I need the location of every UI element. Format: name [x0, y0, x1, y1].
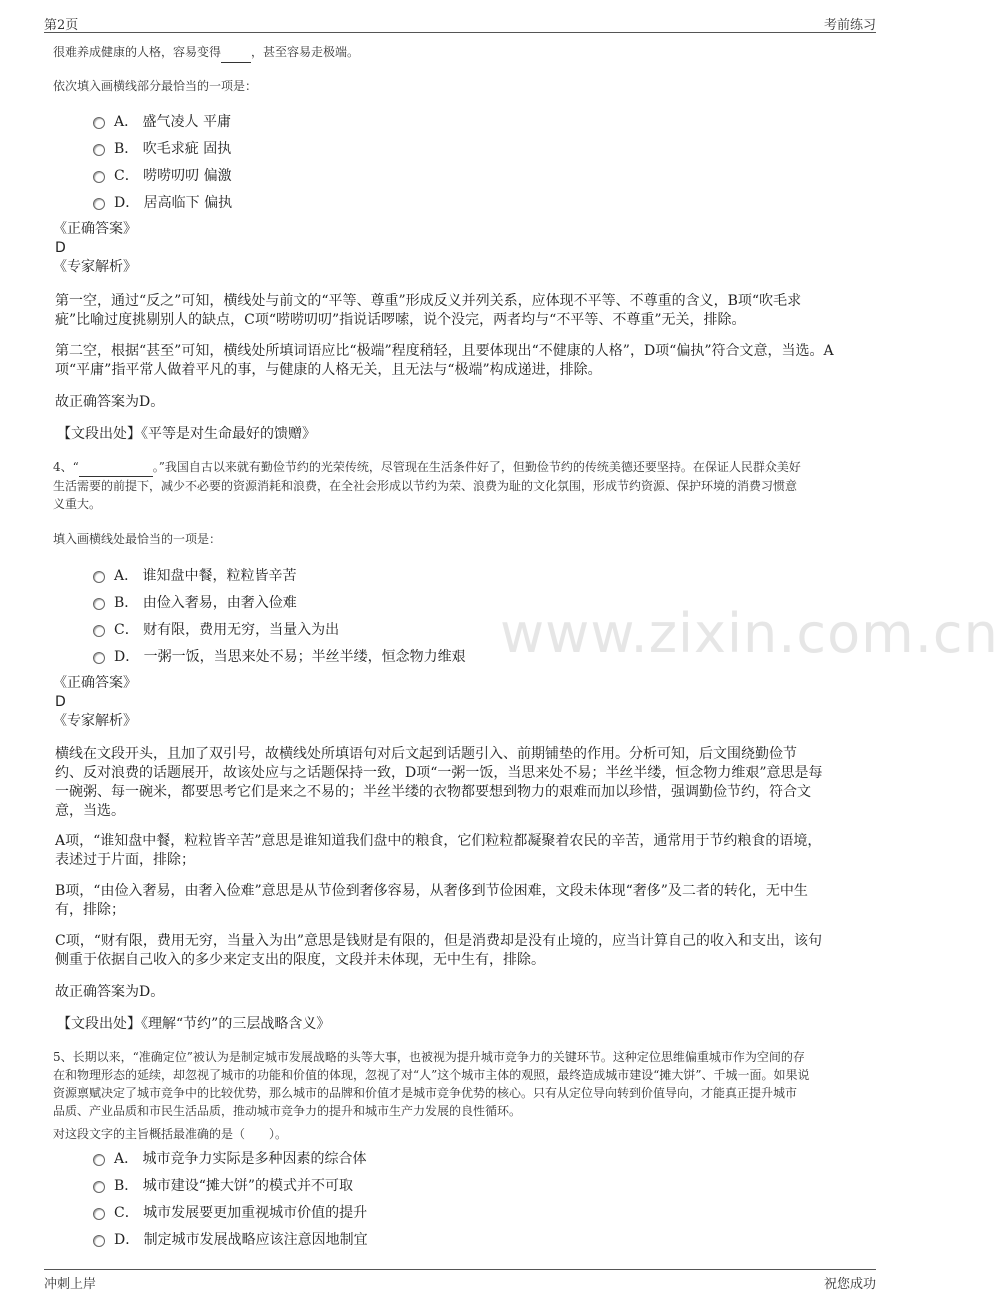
radio-icon[interactable]: [93, 1154, 105, 1166]
q3-conclusion: 故正确答案为D。: [55, 394, 165, 410]
q3-option-a[interactable]: [93, 111, 231, 131]
text-line: 疵”比喻过度挑剔别人的缺点，C项“唠唠叨叨”指说话啰嗦，说个没完，两者均与“不平等、不尊重”无关，排除。: [55, 312, 746, 328]
q4-option-a[interactable]: [93, 565, 297, 585]
page-footer: [44, 1269, 876, 1293]
text-line: 表述过于片面，排除；: [55, 852, 195, 868]
text-line: A项，“谁知盘中餐，粒粒皆辛苦”意思是谁知道我们盘中的粮食，它们粒粒都凝聚着农民的辛苦，通常用于节约粮食的语境，: [55, 833, 822, 849]
text-line: 义重大。: [53, 497, 102, 511]
radio-icon[interactable]: [93, 1208, 105, 1220]
radio-icon[interactable]: [93, 144, 105, 156]
q3-option-d[interactable]: [93, 192, 232, 212]
q5-option-c-label: C． 城市发展要更加重视城市价值的提升: [114, 1205, 368, 1221]
q4-option-b-label: B． 由俭入奢易，由奢入俭难: [114, 595, 297, 611]
text-line: 有，排除；: [55, 902, 125, 918]
text-line: 一碗粥、每一碗米，都要思考它们是来之不易的；半丝半缕的衣物都要想到物力的艰难而加以珍惜，强调勤俭节约，符合文: [55, 784, 811, 800]
q4-option-c-label: C． 财有限，费用无穷，当量入为出: [114, 622, 340, 638]
text-line: 约、反对浪费的话题展开，故该处应与之话题保持一致，D项“一粥一饭，当思来处不易；半丝半缕，恒念物力维艰”意思是每: [55, 765, 823, 781]
q3-option-b-label: B． 吹毛求疵 固执: [114, 141, 232, 157]
text-line: B项，“由俭入奢易，由奢入俭难”意思是从节俭到奢侈容易，从奢侈到节俭困难，文段未体现“奢侈”及二者的转化，无中生: [55, 883, 808, 899]
q4-option-a-label: A． 谁知盘中餐，粒粒皆辛苦: [114, 568, 297, 584]
q4-analysis-paragraph-2: [55, 832, 821, 870]
q3-answer-label: 《正确答案》: [53, 221, 137, 237]
radio-icon[interactable]: [93, 117, 105, 129]
page-header: [44, 14, 876, 33]
q4-analysis-paragraph-1: [55, 745, 823, 821]
q4-option-d[interactable]: [93, 646, 466, 666]
header-title: 考前练习: [823, 18, 876, 33]
text-line: 品质、产业品质和市民生活品质，推动城市竞争力的提升和城市生产力发展的良性循环。: [53, 1104, 522, 1118]
q3-blank: [221, 42, 251, 63]
text-line: C项，“财有限，费用无穷，当量入为出”意思是钱财是有限的，但是消费却是没有止境的，应当计算自己的收入和支出，该句: [55, 933, 823, 949]
q5-option-d[interactable]: [93, 1229, 368, 1249]
q4-prompt: 填入画横线处最恰当的一项是：: [53, 532, 222, 546]
q3-analysis-label: 《专家解析》: [53, 259, 137, 275]
q5-option-b-label: B． 城市建设“摊大饼”的模式并不可取: [114, 1178, 354, 1194]
radio-icon[interactable]: [93, 1235, 105, 1247]
text-line: 项“平庸”指平常人做着平凡的事，与健康的人格无关，且无法与“极端”构成递进，排除。: [55, 362, 602, 378]
q5-prompt: 对这段文字的主旨概括最准确的是（ ）。: [53, 1127, 288, 1141]
q4-option-d-label: D． 一粥一饭，当思来处不易；半丝半缕，恒念物力维艰: [114, 649, 466, 665]
q4-analysis-paragraph-3: [55, 882, 808, 920]
text-line: 生活需要的前提下，减少不必要的资源消耗和浪费，在全社会形成以节约为荣、浪费为耻的文化氛围，形成节约资源、保护环境的消费习惯意: [53, 479, 798, 493]
footer-left-text: 冲刺上岸: [44, 1277, 97, 1292]
radio-icon[interactable]: [93, 171, 105, 183]
q3-option-b[interactable]: [93, 138, 231, 158]
radio-icon[interactable]: [93, 598, 105, 610]
q3-option-c-label: C． 唠唠叨叨 偏激: [114, 168, 232, 184]
q4-stem: [53, 458, 801, 513]
q4-conclusion: 故正确答案为D。: [55, 984, 165, 1000]
footer-right-text: 祝您成功: [823, 1277, 876, 1292]
text-line: 侧重于依据自己收入的多少来定支出的限度，文段并未体现，无中生有，排除。: [55, 952, 545, 968]
q5-option-c[interactable]: [93, 1202, 367, 1222]
q5-stem: [53, 1048, 810, 1120]
text-line: 资源禀赋决定了城市竞争中的比较优势，那么城市的品牌和价值才是城市竞争优势的核心。只有从定位导向转到价值导向，才能真正提升城市: [53, 1086, 798, 1100]
text-line: 第二空，根据“甚至”可知，横线处所填词语应比“极端”程度稍轻，且要体现出“不健康的人格”，D项“偏执”符合文意，当选。A: [55, 343, 834, 359]
q5-option-d-label: D． 制定城市发展战略应该注意因地制宜: [114, 1232, 368, 1248]
q4-answer: D: [55, 694, 66, 710]
q5-option-b[interactable]: [93, 1175, 353, 1195]
q3-prompt: 依次填入画横线部分最恰当的一项是：: [53, 79, 258, 93]
text-line: 5、长期以来，“准确定位”被认为是制定城市发展战略的头等大事，也被视为提升城市竞争力的关键环节。这种定位思维偏重城市作为空间的存: [53, 1050, 805, 1064]
radio-icon[interactable]: [93, 571, 105, 583]
q4-analysis-paragraph-4: [55, 932, 822, 970]
q3-analysis-paragraph-1: [55, 292, 801, 330]
text-line: 在和物理形态的延续，却忽视了城市的功能和价值的体现，忽视了对“人”这个城市主体的观照，最终造成城市建设“摊大饼”、千城一面。如果说: [53, 1068, 810, 1082]
text-line: 第一空，通过“反之”可知，横线处与前文的“平等、尊重”形成反义并列关系，应体现不平等、不尊重的含义，B项“吹毛求: [55, 293, 802, 309]
q3-source: 【文段出处】《平等是对生命最好的馈赠》: [57, 426, 316, 442]
q4-answer-label: 《正确答案》: [53, 675, 137, 691]
radio-icon[interactable]: [93, 625, 105, 637]
q3-stem-part-a: 很难养成健康的人格，容易变得: [53, 45, 222, 59]
text-line: 。”我国自古以来就有勤俭节约的光荣传统，尽管现在生活条件好了，但勤俭节约的传统美德还要坚持。在保证人民群众美好: [152, 460, 801, 474]
text-line: 意，当选。: [55, 803, 125, 819]
text-line: 横线在文段开头，且加了双引号，故横线处所填语句对后文起到话题引入、前期铺垫的作用。分析可知，后文围绕勤俭节: [55, 746, 797, 762]
radio-icon[interactable]: [93, 652, 105, 664]
q4-option-b[interactable]: [93, 592, 297, 612]
q5-option-a[interactable]: [93, 1148, 367, 1168]
q3-option-d-label: D． 居高临下 偏执: [114, 195, 233, 211]
q4-source: 【文段出处】《理解“节约”的三层战略含义》: [57, 1016, 331, 1032]
q3-answer: D: [55, 240, 66, 256]
page-number: 第2页: [44, 18, 79, 33]
q3-analysis-paragraph-2: [55, 342, 834, 380]
q4-blank: [79, 458, 153, 477]
q3-option-c[interactable]: [93, 165, 232, 185]
q4-number: 4、“: [53, 460, 79, 474]
radio-icon[interactable]: [93, 198, 105, 210]
radio-icon[interactable]: [93, 1181, 105, 1193]
q3-option-a-label: A． 盛气凌人 平庸: [114, 114, 232, 130]
watermark: www.zixin.com.cn: [500, 602, 999, 665]
q3-stem: [53, 42, 359, 63]
q3-stem-part-b: ，甚至容易走极端。: [251, 45, 360, 59]
q5-option-a-label: A． 城市竞争力实际是多种因素的综合体: [114, 1151, 367, 1167]
q4-analysis-label: 《专家解析》: [53, 713, 137, 729]
q4-option-c[interactable]: [93, 619, 339, 639]
